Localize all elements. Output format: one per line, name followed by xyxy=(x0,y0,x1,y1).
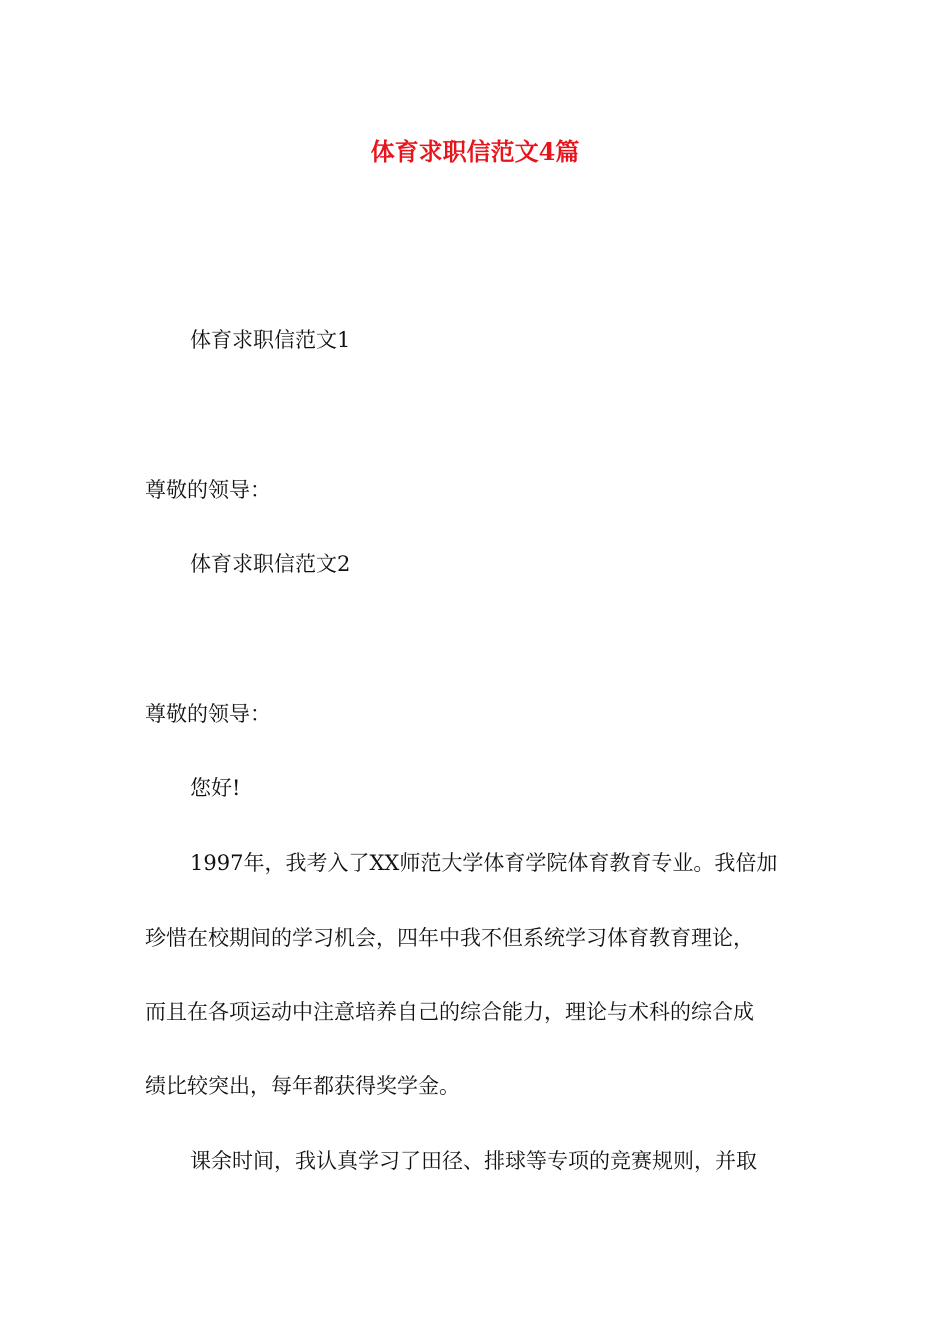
paragraph-line: 课余时间，我认真学习了田径、排球等专项的竞赛规则，并取 xyxy=(190,1149,757,1173)
greeting: 您好! xyxy=(190,776,241,800)
paragraph-line: 而且在各项运动中注意培养自己的综合能力，理论与术科的综合成 xyxy=(145,1000,754,1024)
salutation-2: 尊敬的领导： xyxy=(145,702,271,726)
paragraph-line: 绩比较突出，每年都获得奖学金。 xyxy=(145,1074,460,1098)
paragraph-line: 1997年，我考入了XX师范大学体育学院体育教育专业。我倍加 xyxy=(190,851,778,875)
document-title: 体育求职信范文4篇 xyxy=(370,137,580,166)
section-heading-2: 体育求职信范文2 xyxy=(190,552,351,576)
paragraph-line: 珍惜在校期间的学习机会，四年中我不但系统学习体育教育理论， xyxy=(145,926,754,950)
section-heading-1: 体育求职信范文1 xyxy=(190,328,351,352)
salutation-1: 尊敬的领导： xyxy=(145,478,271,502)
